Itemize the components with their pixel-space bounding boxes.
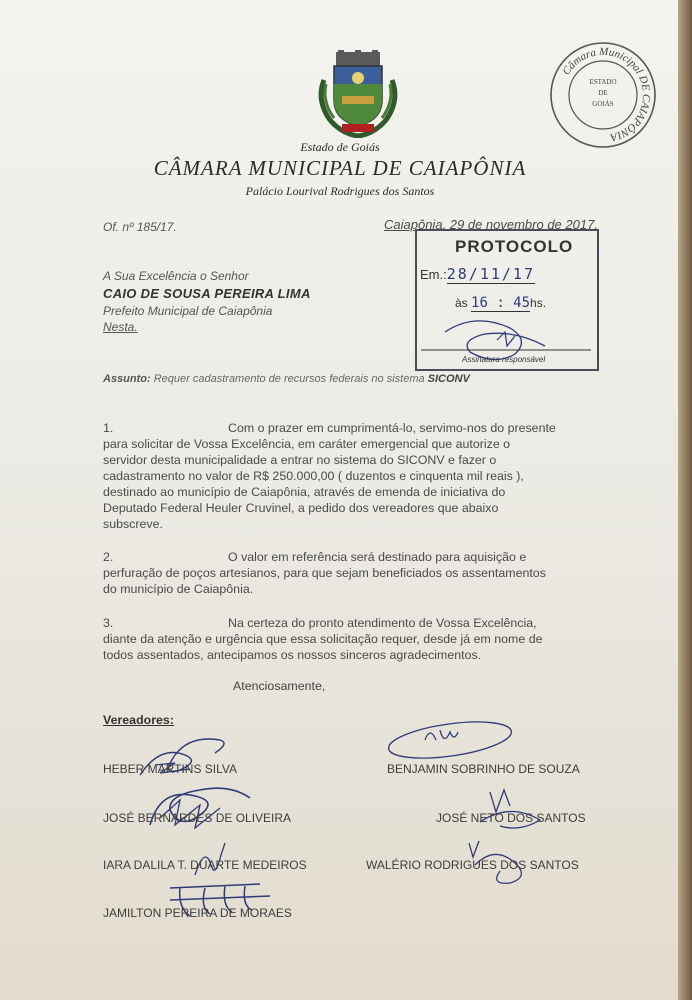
paragraph-number: 2. xyxy=(103,550,114,564)
paragraph-text: do município de Caiapônia. xyxy=(103,582,254,596)
paragraph-line xyxy=(103,420,618,436)
signatory-name: WALÉRIO RODRIGUES DOS SANTOS xyxy=(366,858,579,872)
protocol-time-label: às xyxy=(455,296,468,310)
paragraph-text: todos assentados, antecipamos os nossos sinceros agradecimentos. xyxy=(103,648,482,662)
paragraph-text: diante da atenção e urgência que essa solicitação requer, desde já em nome de xyxy=(103,632,543,646)
subject-label: Assunto: xyxy=(103,373,151,385)
protocol-footer: Assinatura responsável xyxy=(462,355,546,364)
signatories-heading: Vereadores: xyxy=(103,713,174,727)
date-line: Caiapônia, 29 de novembro de 2017. xyxy=(384,217,598,232)
paragraph-text: subscreve. xyxy=(103,517,163,531)
protocol-time-value: 16 : 45 xyxy=(471,295,531,311)
signatory-name: JOSÉ NETO DOS SANTOS xyxy=(436,811,586,825)
seal-center-line: GOIÁS xyxy=(592,100,614,108)
recipient-title: Prefeito Municipal de Caiapônia xyxy=(103,304,273,318)
paragraph-text: servidor desta municipalidade a entrar no sistema do SICONV e fazer o xyxy=(103,453,497,467)
coat-of-arms-icon xyxy=(312,50,404,138)
paragraph-3 xyxy=(103,615,618,663)
paragraph-2 xyxy=(103,549,618,597)
state-name: Estado de Goiás xyxy=(300,140,380,154)
signatory-name: IARA DALILA T. DUARTE MEDEIROS xyxy=(103,858,307,872)
recipient-name: CAIO DE SOUSA PEREIRA LIMA xyxy=(103,286,311,301)
paragraph-line xyxy=(103,615,618,631)
palace-name: Palácio Lourival Rodrigues dos Santos xyxy=(245,184,435,198)
paragraph-text: destinado ao município de Caiapônia, através de emenda de iniciativa do xyxy=(103,485,506,499)
seal-center-line: DE xyxy=(598,89,608,97)
signature-jose-neto xyxy=(470,782,560,837)
seal-ring-text: Câmara Municipal DE CAIAPÔNIA xyxy=(560,45,653,144)
paragraph-text: O valor em referência será destinado para aquisição e xyxy=(228,550,527,564)
chamber-name: CÂMARA MUNICIPAL DE CAIAPÔNIA xyxy=(153,156,527,180)
signatory-name: JOSÉ BERNARDES DE OLIVEIRA xyxy=(103,811,292,825)
signature-jose-bernardes xyxy=(140,770,270,840)
protocol-time xyxy=(455,295,546,311)
page-edge-shadow xyxy=(678,0,692,1000)
paragraph-text: para solicitar de Vossa Excelência, em caráter emergencial que autorize o xyxy=(103,437,511,451)
recipient-greeting: A Sua Excelência o Senhor xyxy=(103,269,249,283)
office-number: Of. nº 185/17. xyxy=(103,220,177,234)
paragraph-line xyxy=(103,549,618,565)
paragraph-text: cadastramento no valor de R$ 250.000,00 ( duzentos e cinquenta mil reais ), xyxy=(103,469,524,483)
subject-line xyxy=(103,373,470,385)
protocol-time-suffix: hs. xyxy=(530,296,547,310)
signatory-name: HEBER MARTINS SILVA xyxy=(103,762,238,776)
protocol-date-label: Em.: xyxy=(420,267,447,282)
paragraph-text: Deputado Federal Heuler Cruvinel, a pedido dos vereadores que abaixo xyxy=(103,501,499,515)
chamber-seal-stamp xyxy=(548,40,658,150)
recipient-location: Nesta. xyxy=(103,320,138,334)
paragraph-number: 1. xyxy=(103,421,114,435)
paragraph-text: Na certeza do pronto atendimento de Vossa Excelência, xyxy=(228,616,537,630)
paragraph-number: 3. xyxy=(103,616,114,630)
protocol-title: PROTOCOLO xyxy=(455,237,574,256)
seal-center-line: ESTADO xyxy=(589,78,617,86)
paragraph-1 xyxy=(103,420,618,532)
protocol-date xyxy=(420,265,535,283)
subject-text: Requer cadastramento de recursos federais no sistema xyxy=(153,373,425,385)
signatory-name: BENJAMIN SOBRINHO DE SOUZA xyxy=(387,762,580,776)
signature-benjamin xyxy=(370,718,520,768)
protocol-date-value: 28/11/17 xyxy=(446,265,535,283)
paragraph-text: perfuração de poços artesianos, para que sejam beneficiados os assentamentos xyxy=(103,566,546,580)
signatory-name: JAMILTON PEREIRA DE MORAES xyxy=(103,906,292,920)
closing: Atenciosamente, xyxy=(233,679,326,693)
subject-system: SICONV xyxy=(427,373,470,385)
paragraph-text: Com o prazer em cumprimentá-lo, servimo-nos do presente xyxy=(228,421,556,435)
